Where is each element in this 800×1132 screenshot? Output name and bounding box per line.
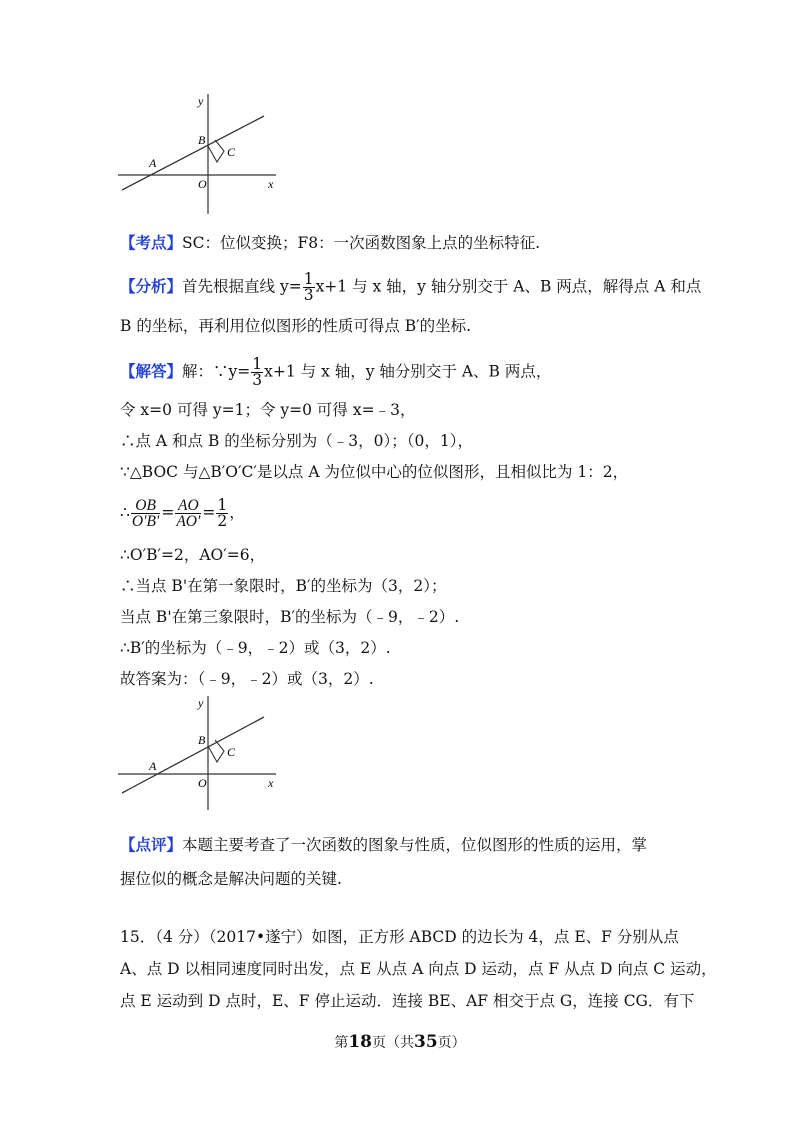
- jieda-line-2: ∴点 A 和点 B 的坐标分别为（﹣3，0）；（0，1），: [120, 432, 473, 450]
- fenxi-frac-den: 3: [303, 286, 314, 304]
- problem15-line-3: 点 E 运动到 D 点时，E、F 停止运动．连接 BE、AF 相交于点 G，连接 CG．有下: [120, 992, 695, 1010]
- footer-total-pages: 35: [414, 1032, 438, 1052]
- jieda-frac-den: 3: [252, 371, 263, 389]
- kaodian-line: [120, 232, 540, 254]
- jieda-line-9: 故答案为：（﹣9，﹣2）或（3，2）.: [120, 670, 374, 688]
- c-label-2: C: [227, 745, 236, 759]
- l4-post: ，: [229, 503, 245, 522]
- x-label: x: [268, 177, 274, 191]
- ratio1-den: O′B′: [131, 513, 160, 530]
- problem15-line-2: A、点 D 以相同速度同时出发，点 E 从点 A 向点 D 运动，点 F 从点 D 向点 C 运动，: [120, 960, 717, 978]
- problem15-line-1: 15．（4 分）（2017•遂宁）如图，正方形 ABCD 的边长为 4，点 E、F 分别从点: [120, 928, 679, 946]
- dianping-text: 本题主要考查了一次函数的图象与性质，位似图形的性质的运用，掌: [182, 836, 648, 854]
- ratio2-den: AO′: [176, 513, 201, 530]
- b-label-2: B: [198, 733, 206, 747]
- fenxi-text-post: x+1 与 x 轴，y 轴分别交于 A、B 两点，解得点 A 和点: [315, 277, 702, 296]
- kaodian-tag: 【考点】: [120, 233, 183, 252]
- fenxi-tag: 【分析】: [120, 276, 183, 296]
- footer-pre: 第: [334, 1035, 349, 1051]
- b-label: B: [198, 133, 206, 147]
- fenxi-line: [120, 272, 701, 303]
- a-label-2: A: [149, 759, 157, 773]
- ratio-fraction-2: [175, 498, 201, 529]
- jieda-line-5: ∴O′B′=2，AO′=6，: [120, 546, 266, 564]
- o-label-2: O: [198, 776, 207, 790]
- coordinate-figure-top: [118, 92, 280, 214]
- ratio3-num: 1: [217, 496, 228, 514]
- jieda-line: [120, 357, 551, 388]
- a-label: A: [149, 156, 157, 170]
- ratio-fraction-1: [131, 498, 160, 529]
- jieda-fraction: [251, 357, 263, 388]
- jieda-line-1: 令 x=0 可得 y=1；令 y=0 可得 x=﹣3，: [120, 401, 416, 419]
- line-ab-2: [122, 717, 264, 793]
- kaodian-text: SC：位似变换；F8：一次函数图象上点的坐标特征.: [182, 234, 541, 252]
- x-label-2: x: [268, 776, 274, 790]
- eq-2: =: [202, 503, 216, 522]
- footer-page-number: 18: [348, 1032, 372, 1052]
- jieda-line-3: ∵△BOC 与△B′O′C′是以点 A 为位似中心的位似图形，且相似比为 1：2，: [120, 463, 629, 481]
- fenxi-fraction: [303, 272, 315, 303]
- ratio-fraction-3: [216, 498, 228, 529]
- jieda-frac-num: 1: [252, 355, 263, 373]
- footer-post: 页）: [437, 1035, 466, 1051]
- fenxi-text-pre: 首先根据直线 y=: [182, 277, 302, 296]
- dianping-line-2: 握位似的概念是解决问题的关键.: [120, 870, 342, 888]
- jieda-tag: 【解答】: [120, 361, 183, 381]
- y-label-2: y: [198, 696, 204, 710]
- ratio2-num: AO: [175, 498, 201, 514]
- fenxi-frac-num: 1: [303, 270, 314, 288]
- ratio1-num: OB: [131, 498, 160, 514]
- jieda-line-6: ∴当点 B'在第一象限时，B′的坐标为（3，2）；: [120, 577, 447, 595]
- jieda-line-7: 当点 B'在第三象限时，B′的坐标为（﹣9，﹣2）.: [120, 608, 460, 626]
- jieda-line-8: ∴B′的坐标为（﹣9，﹣2）或（3，2）.: [120, 639, 391, 657]
- jieda-line-4: [120, 498, 245, 529]
- footer-mid: 页（共: [372, 1035, 414, 1051]
- page-footer: [0, 1032, 800, 1052]
- eq-1: =: [161, 503, 175, 522]
- coordinate-figure-bottom: [118, 694, 280, 816]
- fenxi-line-2: B 的坐标，再利用位似图形的性质可得点 B′的坐标.: [120, 317, 472, 335]
- o-label: O: [198, 177, 207, 191]
- ratio3-den: 2: [217, 512, 228, 530]
- y-label: y: [198, 94, 204, 108]
- dianping-tag: 【点评】: [120, 835, 183, 854]
- l4-pre: ∴: [120, 503, 130, 522]
- jieda-text-pre: 解：∵y=: [182, 362, 251, 381]
- jieda-text-post: x+1 与 x 轴，y 轴分别交于 A、B 两点，: [264, 362, 552, 381]
- line-ab: [122, 116, 264, 190]
- dianping-line: [120, 834, 647, 856]
- c-label: C: [227, 145, 236, 159]
